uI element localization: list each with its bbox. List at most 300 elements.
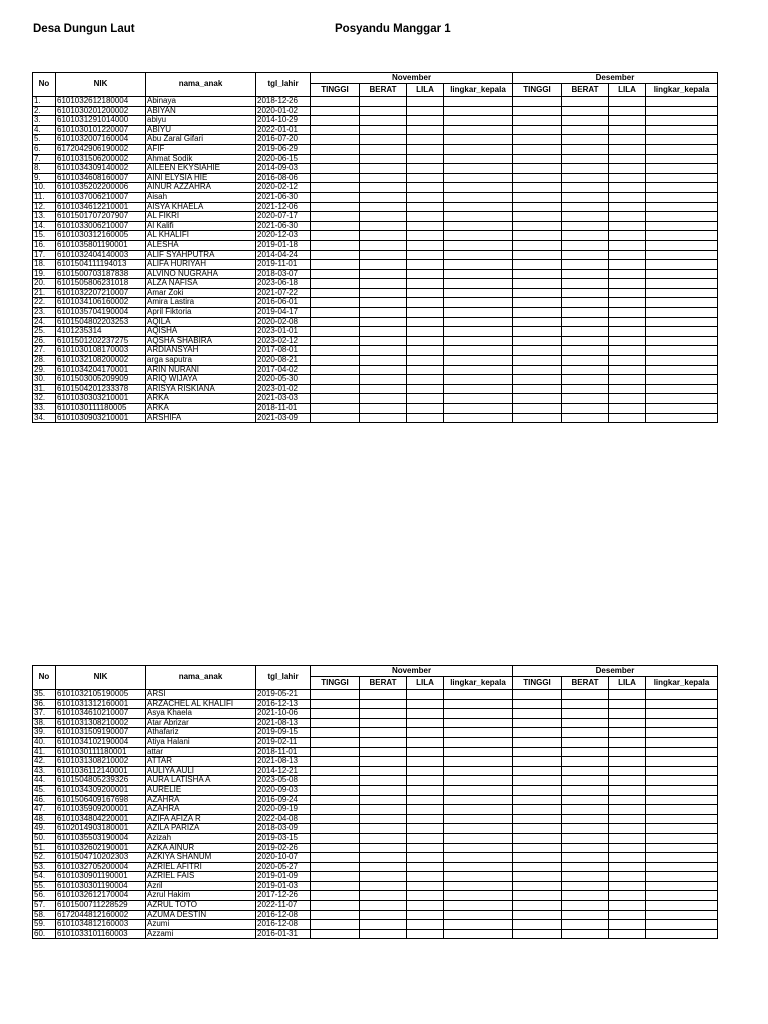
measurement-cell	[609, 346, 646, 356]
nama-cell: ATTAR	[146, 757, 256, 767]
measurement-cell	[311, 833, 360, 843]
nik-cell: 6101030111180001	[56, 747, 146, 757]
measurement-cell	[513, 221, 562, 231]
measurement-cell	[513, 728, 562, 738]
measurement-cell	[513, 920, 562, 930]
measurement-cell	[562, 240, 609, 250]
tgl-lahir-cell: 2018-03-07	[256, 269, 311, 279]
table-row	[33, 728, 718, 738]
measurement-cell	[513, 891, 562, 901]
table-row	[33, 718, 718, 728]
measurement-cell	[562, 365, 609, 375]
nik-cell: 6101034309140002	[56, 164, 146, 174]
measurement-cell	[311, 221, 360, 231]
tgl-lahir-cell: 2021-03-03	[256, 394, 311, 404]
measurement-cell	[562, 824, 609, 834]
measurement-cell	[360, 164, 407, 174]
table-row	[33, 891, 718, 901]
nama-cell: ALIFA HURIYAH	[146, 260, 256, 270]
measurement-cell	[360, 288, 407, 298]
nama-cell: AZAHRA	[146, 805, 256, 815]
tgl-lahir-cell: 2016-12-13	[256, 699, 311, 709]
measurement-cell	[407, 375, 444, 385]
measurement-cell	[609, 125, 646, 135]
measurement-cell	[609, 356, 646, 366]
table-row	[33, 365, 718, 375]
measurement-cell	[513, 327, 562, 337]
measure-header-lila: LILA	[609, 677, 646, 690]
measurement-cell	[444, 757, 513, 767]
measurement-cell	[360, 231, 407, 241]
nik-cell: 6101032007160004	[56, 135, 146, 145]
measurement-cell	[311, 125, 360, 135]
measurement-cell	[609, 785, 646, 795]
measurement-cell	[444, 891, 513, 901]
measurement-cell	[609, 173, 646, 183]
measure-header-berat: BERAT	[562, 677, 609, 690]
measurement-cell	[407, 221, 444, 231]
tgl-lahir-cell: 2017-04-02	[256, 365, 311, 375]
measurement-cell	[407, 173, 444, 183]
measurement-cell	[646, 240, 718, 250]
measurement-cell	[562, 173, 609, 183]
table-row	[33, 881, 718, 891]
measurement-cell	[444, 747, 513, 757]
row-number: 53.	[33, 862, 56, 872]
row-number: 30.	[33, 375, 56, 385]
nama-cell: AZILA PARIZA	[146, 824, 256, 834]
measurement-cell	[513, 747, 562, 757]
nama-cell: AZRIEL FAIS	[146, 872, 256, 882]
tgl-lahir-cell: 2019-11-01	[256, 260, 311, 270]
row-number: 51.	[33, 843, 56, 853]
nama-cell: ARKA	[146, 404, 256, 414]
measurement-cell	[513, 231, 562, 241]
table-row	[33, 346, 718, 356]
measure-header-tinggi: TINGGI	[311, 84, 360, 97]
measurement-cell	[562, 690, 609, 700]
measurement-cell	[513, 699, 562, 709]
measurement-cell	[609, 116, 646, 126]
nama-cell: Azrul Hakim	[146, 891, 256, 901]
measurement-cell	[609, 317, 646, 327]
measurement-cell	[562, 192, 609, 202]
nik-cell: 6101504111194013	[56, 260, 146, 270]
table-row	[33, 144, 718, 154]
measurement-cell	[562, 910, 609, 920]
nik-cell: 6101030903210001	[56, 413, 146, 423]
measurement-cell	[444, 718, 513, 728]
measurement-cell	[407, 737, 444, 747]
nama-cell: AISYA KHAELA	[146, 202, 256, 212]
nama-cell: AZUMA DESTIN	[146, 910, 256, 920]
measurement-cell	[646, 356, 718, 366]
measurement-cell	[646, 192, 718, 202]
measurement-cell	[646, 116, 718, 126]
nik-cell: 6101034612210001	[56, 202, 146, 212]
row-number: 8.	[33, 164, 56, 174]
measurement-cell	[360, 718, 407, 728]
measurement-cell	[311, 795, 360, 805]
measurement-cell	[646, 709, 718, 719]
register-table-2	[32, 665, 718, 939]
nama-cell: AILEEN EKYSIAHIE	[146, 164, 256, 174]
measurement-cell	[609, 260, 646, 270]
measurement-cell	[407, 106, 444, 116]
measurement-cell	[407, 891, 444, 901]
measurement-cell	[311, 106, 360, 116]
measurement-cell	[311, 260, 360, 270]
measurement-cell	[407, 757, 444, 767]
tgl-lahir-cell: 2019-02-11	[256, 737, 311, 747]
measurement-cell	[444, 737, 513, 747]
measurement-cell	[407, 805, 444, 815]
measurement-cell	[311, 269, 360, 279]
row-number: 58.	[33, 910, 56, 920]
measurement-cell	[407, 404, 444, 414]
measurement-cell	[360, 183, 407, 193]
measurement-cell	[444, 240, 513, 250]
header-row	[33, 666, 718, 677]
measurement-cell	[311, 144, 360, 154]
measurement-cell	[360, 413, 407, 423]
row-number: 41.	[33, 747, 56, 757]
measurement-cell	[311, 173, 360, 183]
tgl-lahir-cell: 2021-03-09	[256, 413, 311, 423]
row-number: 1.	[33, 97, 56, 107]
measurement-cell	[513, 317, 562, 327]
measurement-cell	[407, 212, 444, 222]
measurement-cell	[311, 891, 360, 901]
measurement-cell	[444, 106, 513, 116]
table-row	[33, 212, 718, 222]
measurement-cell	[444, 164, 513, 174]
tgl-lahir-cell: 2023-01-02	[256, 384, 311, 394]
measurement-cell	[513, 173, 562, 183]
table-row	[33, 699, 718, 709]
measurement-cell	[646, 173, 718, 183]
measurement-cell	[609, 212, 646, 222]
measurement-cell	[360, 881, 407, 891]
measurement-cell	[646, 862, 718, 872]
measurement-cell	[562, 785, 609, 795]
measurement-cell	[407, 843, 444, 853]
measurement-cell	[444, 384, 513, 394]
measurement-cell	[311, 824, 360, 834]
nama-cell: abiyu	[146, 116, 256, 126]
tgl-lahir-cell: 2022-04-08	[256, 814, 311, 824]
row-number: 4.	[33, 125, 56, 135]
measurement-cell	[609, 862, 646, 872]
measurement-cell	[646, 212, 718, 222]
measurement-cell	[562, 699, 609, 709]
tgl-lahir-cell: 2021-12-06	[256, 202, 311, 212]
measurement-cell	[311, 279, 360, 289]
nik-cell: 6101031312160001	[56, 699, 146, 709]
measurement-cell	[562, 404, 609, 414]
table-row	[33, 154, 718, 164]
measurement-cell	[311, 757, 360, 767]
measurement-cell	[562, 327, 609, 337]
row-number: 24.	[33, 317, 56, 327]
measurement-cell	[562, 144, 609, 154]
table-row	[33, 413, 718, 423]
tgl-lahir-cell: 2021-10-06	[256, 709, 311, 719]
table-row	[33, 929, 718, 939]
measurement-cell	[444, 346, 513, 356]
measurement-cell	[646, 279, 718, 289]
row-number: 59.	[33, 920, 56, 930]
table-row	[33, 814, 718, 824]
row-number: 12.	[33, 202, 56, 212]
measurement-cell	[311, 365, 360, 375]
measurement-cell	[609, 690, 646, 700]
row-number: 34.	[33, 413, 56, 423]
measurement-cell	[646, 814, 718, 824]
table-row	[33, 910, 718, 920]
measurement-cell	[609, 231, 646, 241]
measurement-cell	[609, 757, 646, 767]
measurement-cell	[513, 250, 562, 260]
measurement-cell	[646, 384, 718, 394]
measurement-cell	[311, 308, 360, 318]
measurement-cell	[609, 413, 646, 423]
measurement-cell	[407, 125, 444, 135]
nama-cell: ARKA	[146, 394, 256, 404]
measure-header-berat: BERAT	[360, 84, 407, 97]
month-header-november: November	[311, 73, 513, 84]
nama-cell: Azzami	[146, 929, 256, 939]
nik-cell: 6101030201200002	[56, 106, 146, 116]
measurement-cell	[562, 336, 609, 346]
measurement-cell	[513, 125, 562, 135]
measurement-cell	[360, 144, 407, 154]
row-number: 48.	[33, 814, 56, 824]
table-row	[33, 221, 718, 231]
measurement-cell	[646, 106, 718, 116]
measurement-cell	[562, 872, 609, 882]
measurement-cell	[609, 843, 646, 853]
tgl-lahir-cell: 2020-10-07	[256, 853, 311, 863]
measurement-cell	[513, 929, 562, 939]
table-row	[33, 404, 718, 414]
measurement-cell	[407, 718, 444, 728]
measurement-cell	[360, 173, 407, 183]
measurement-cell	[562, 747, 609, 757]
measurement-cell	[311, 843, 360, 853]
measurement-cell	[513, 365, 562, 375]
measurement-cell	[646, 699, 718, 709]
nama-cell: Atiya Halani	[146, 737, 256, 747]
measurement-cell	[311, 298, 360, 308]
measurement-cell	[407, 795, 444, 805]
measurement-cell	[444, 298, 513, 308]
measure-header-tinggi: TINGGI	[513, 84, 562, 97]
measurement-cell	[513, 384, 562, 394]
measurement-cell	[646, 250, 718, 260]
nik-cell: 6101501202237275	[56, 336, 146, 346]
tgl-lahir-cell: 2016-12-08	[256, 910, 311, 920]
measurement-cell	[311, 853, 360, 863]
nama-cell: AZAHRA	[146, 795, 256, 805]
tgl-lahir-cell: 2017-12-26	[256, 891, 311, 901]
table-row	[33, 920, 718, 930]
measurement-cell	[444, 833, 513, 843]
measurement-cell	[444, 221, 513, 231]
tgl-lahir-cell: 2019-01-03	[256, 881, 311, 891]
measurement-cell	[646, 144, 718, 154]
nama-cell: arga saputra	[146, 356, 256, 366]
nik-cell: 6101032207210007	[56, 288, 146, 298]
row-number: 31.	[33, 384, 56, 394]
nik-cell: 6101032105190005	[56, 690, 146, 700]
row-number: 18.	[33, 260, 56, 270]
header-row	[33, 73, 718, 84]
measurement-cell	[609, 795, 646, 805]
row-number: 44.	[33, 776, 56, 786]
table-row	[33, 317, 718, 327]
nama-cell: AINI ELYSIA HIE	[146, 173, 256, 183]
nik-cell: 6101035801190001	[56, 240, 146, 250]
measurement-cell	[407, 776, 444, 786]
measurement-cell	[407, 260, 444, 270]
measurement-cell	[562, 231, 609, 241]
tgl-lahir-cell: 2020-02-12	[256, 183, 311, 193]
measurement-cell	[311, 747, 360, 757]
table-row	[33, 757, 718, 767]
measurement-cell	[444, 308, 513, 318]
nama-cell: Abu Zaral Gifari	[146, 135, 256, 145]
measurement-cell	[646, 737, 718, 747]
measurement-cell	[609, 824, 646, 834]
measurement-cell	[646, 920, 718, 930]
measurement-cell	[646, 881, 718, 891]
row-number: 22.	[33, 298, 56, 308]
measurement-cell	[407, 699, 444, 709]
measure-header-tinggi: TINGGI	[513, 677, 562, 690]
measurement-cell	[646, 795, 718, 805]
nama-cell: ALZA NAFISA	[146, 279, 256, 289]
measurement-cell	[360, 97, 407, 107]
register-table-1	[32, 72, 718, 423]
row-number: 19.	[33, 269, 56, 279]
measurement-cell	[311, 183, 360, 193]
measurement-cell	[311, 929, 360, 939]
row-number: 49.	[33, 824, 56, 834]
measurement-cell	[407, 862, 444, 872]
measurement-cell	[407, 413, 444, 423]
measurement-cell	[444, 728, 513, 738]
col-nik-header: NIK	[56, 666, 146, 690]
measurement-cell	[609, 833, 646, 843]
measurement-cell	[360, 308, 407, 318]
measurement-cell	[444, 327, 513, 337]
measurement-cell	[360, 920, 407, 930]
measurement-cell	[646, 308, 718, 318]
measurement-cell	[609, 202, 646, 212]
measurement-cell	[609, 394, 646, 404]
nik-cell: 6101034309200001	[56, 785, 146, 795]
measurement-cell	[407, 766, 444, 776]
tgl-lahir-cell: 2020-02-08	[256, 317, 311, 327]
measurement-cell	[562, 833, 609, 843]
row-number: 28.	[33, 356, 56, 366]
measurement-cell	[407, 824, 444, 834]
measurement-cell	[444, 125, 513, 135]
measurement-cell	[311, 920, 360, 930]
nik-cell: 6101031506200002	[56, 154, 146, 164]
measurement-cell	[407, 202, 444, 212]
col-nama-header: nama_anak	[146, 666, 256, 690]
measurement-cell	[407, 384, 444, 394]
measurement-cell	[360, 910, 407, 920]
measurement-cell	[407, 747, 444, 757]
nik-cell: 6101036112140001	[56, 766, 146, 776]
measurement-cell	[513, 795, 562, 805]
measurement-cell	[646, 785, 718, 795]
nama-cell: ALESHA	[146, 240, 256, 250]
measurement-cell	[646, 728, 718, 738]
tgl-lahir-cell: 2021-07-22	[256, 288, 311, 298]
measurement-cell	[311, 135, 360, 145]
measurement-cell	[609, 776, 646, 786]
table-row	[33, 795, 718, 805]
measurement-cell	[513, 853, 562, 863]
measurement-cell	[609, 891, 646, 901]
measurement-cell	[311, 164, 360, 174]
measurement-cell	[444, 699, 513, 709]
measurement-cell	[311, 231, 360, 241]
measurement-cell	[513, 910, 562, 920]
row-number: 26.	[33, 336, 56, 346]
row-number: 10.	[33, 183, 56, 193]
nik-cell: 6101032612180004	[56, 97, 146, 107]
nik-cell: 6101503005209909	[56, 375, 146, 385]
posyandu-title: Posyandu Manggar 1	[335, 23, 451, 35]
measurement-cell	[360, 384, 407, 394]
col-tgl-header: tgl_lahir	[256, 666, 311, 690]
measurement-cell	[407, 881, 444, 891]
nama-cell: ABIYU	[146, 125, 256, 135]
measurement-cell	[407, 853, 444, 863]
measurement-cell	[360, 690, 407, 700]
measurement-cell	[311, 202, 360, 212]
nama-cell: AQILA	[146, 317, 256, 327]
measurement-cell	[646, 288, 718, 298]
col-no-header: No	[33, 666, 56, 690]
measurement-cell	[562, 805, 609, 815]
measurement-cell	[609, 106, 646, 116]
measurement-cell	[407, 192, 444, 202]
row-number: 47.	[33, 805, 56, 815]
nik-cell: 6101030111180005	[56, 404, 146, 414]
measurement-cell	[407, 346, 444, 356]
tgl-lahir-cell: 2018-03-09	[256, 824, 311, 834]
nama-cell: AQISHA	[146, 327, 256, 337]
measurement-cell	[311, 718, 360, 728]
measurement-cell	[609, 375, 646, 385]
nik-cell: 6101030108170003	[56, 346, 146, 356]
nama-cell: AZKIYA SHANUM	[146, 853, 256, 863]
measurement-cell	[562, 202, 609, 212]
table-row	[33, 97, 718, 107]
measurement-cell	[311, 327, 360, 337]
measurement-cell	[407, 356, 444, 366]
measurement-cell	[444, 135, 513, 145]
tgl-lahir-cell: 2019-05-21	[256, 690, 311, 700]
tgl-lahir-cell: 2016-08-06	[256, 173, 311, 183]
measurement-cell	[646, 901, 718, 911]
